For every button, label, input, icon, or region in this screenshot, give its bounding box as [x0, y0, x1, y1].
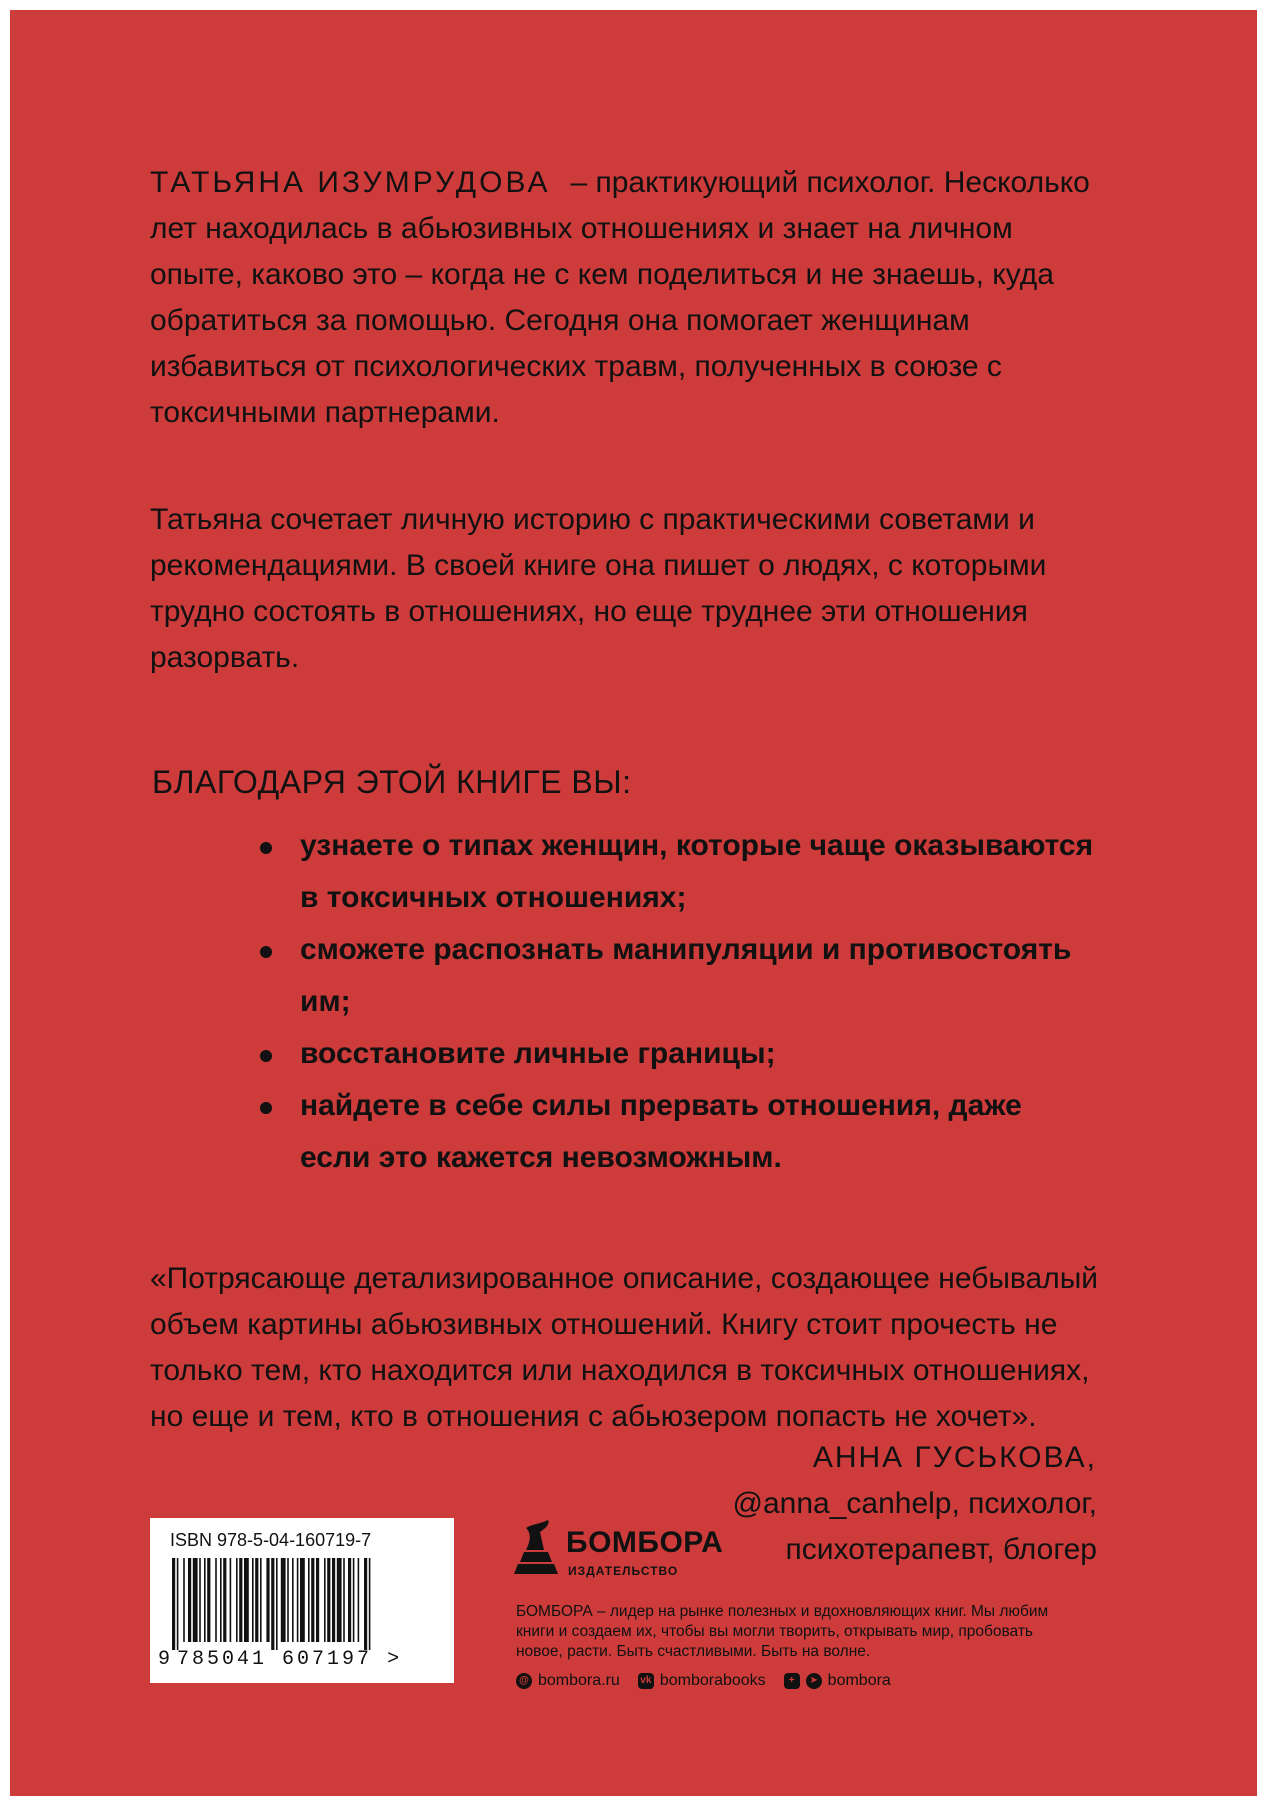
barcode-bar: [348, 1558, 351, 1642]
quote-author-roles: психотерапевт, блогер: [785, 1533, 1097, 1566]
barcode-bar: [327, 1558, 330, 1642]
barcode-arrow: >: [387, 1648, 403, 1671]
benefits-list: [300, 820, 1100, 1184]
barcode: [150, 1518, 454, 1683]
link-text: bombora: [827, 1672, 891, 1689]
barcode-bar: [353, 1558, 355, 1642]
barcode-bar: [204, 1558, 206, 1642]
barcode-bar: [266, 1558, 269, 1642]
barcode-bar: [324, 1558, 326, 1642]
barcode-bar: [220, 1558, 222, 1642]
review-quote: «Потрясающе детализированное описание, создающее небывалый объем картины абьюзивных отношений. Книгу стоит прочесть не только тем, кто находится или находился в токсичных отношениях, но еще и тем, кто в отношения с абьюзером попасть не хочет».: [150, 1262, 1099, 1433]
barcode-bar: [183, 1558, 185, 1642]
publisher-subtitle: ИЗДАТЕЛЬСТВО: [568, 1564, 679, 1578]
barcode-bar: [364, 1558, 367, 1650]
barcode-bar: [255, 1558, 258, 1642]
back-cover: [10, 10, 1257, 1796]
isbn-label: ISBN 978-5-04-160719-7: [170, 1530, 372, 1550]
barcode-bar: [271, 1558, 274, 1650]
barcode-bar: [260, 1558, 262, 1642]
barcode-bar: [236, 1558, 238, 1642]
barcode-bar: [281, 1558, 286, 1642]
barcode-bars: [168, 1558, 436, 1650]
quote-attribution: [733, 1435, 1097, 1573]
plus-icon: +: [784, 1673, 800, 1689]
barcode-digits: [158, 1648, 402, 1671]
barcode-bar: [287, 1558, 289, 1642]
barcode-bar: [207, 1558, 210, 1642]
barcode-bar: [343, 1558, 345, 1642]
barcode-bar: [311, 1558, 314, 1642]
benefit-item: найдете в себе силы прервать отношения, даже если это кажется невозможным.: [300, 1080, 1100, 1184]
barcode-bar: [369, 1558, 371, 1650]
publisher-link-web[interactable]: [516, 1672, 620, 1690]
benefits-heading: БЛАГОДАРЯ ЭТОЙ КНИГЕ ВЫ:: [152, 764, 632, 800]
author-name: ТАТЬЯНА ИЗУМРУДОВА: [150, 166, 551, 199]
barcode-first-digit: 9: [158, 1648, 174, 1671]
barcode-bar: [337, 1558, 342, 1642]
benefit-item: узнаете о типах женщин, которые чаще оказываются в токсичных отношениях;: [300, 820, 1100, 924]
publisher-links: [516, 1672, 891, 1690]
barcode-bar: [177, 1558, 179, 1650]
publisher-logo: [510, 1518, 724, 1584]
benefit-item: сможете распознать манипуляции и противостоять им;: [300, 924, 1100, 1028]
barcode-bar: [252, 1558, 254, 1642]
telegram-icon: ➤: [806, 1673, 822, 1689]
barcode-bar: [199, 1558, 201, 1642]
quote-author: АННА ГУСЬКОВА,: [812, 1441, 1097, 1474]
author-bio: [150, 160, 1090, 436]
barcode-bar: [223, 1558, 226, 1642]
barcode-bar: [358, 1558, 360, 1642]
publisher-about: БОМБОРА – лидер на рынке полезных и вдохновляющих книг. Мы любим книги и создаем их, чтобы вы могли творить, открывать мир, пробовать новое, расти. Быть счастливыми. Быть на волне.: [516, 1603, 1049, 1660]
publisher-link-vk[interactable]: [638, 1672, 766, 1690]
barcode-bar: [172, 1558, 175, 1650]
barcode-bar: [308, 1558, 310, 1642]
barcode-bar: [332, 1558, 335, 1642]
barcode-bar: [239, 1558, 242, 1642]
publisher-logo-icon: [510, 1518, 562, 1578]
barcode-bar: [193, 1558, 198, 1642]
barcode-bar: [188, 1558, 191, 1642]
book-description: Татьяна сочетает личную историю с практическими советами и рекомендациями. В своей книге она пишет о людях, с которыми трудно состоять в отношениях, но еще труднее эти отношения разорвать.: [150, 503, 1047, 674]
link-text: bombora.ru: [538, 1672, 620, 1689]
barcode-bar: [300, 1558, 305, 1642]
author-intro: – практикующий психолог. Несколько лет находилась в абьюзивных отношениях и знает на личном опыте, каково это – когда не с кем поделиться и не знаешь, куда обратиться за помощью. Сегодня она помогает женщинам избавиться от психологических травм, полученных в союзе с токсичными партнерами.: [150, 166, 1090, 429]
barcode-bar: [230, 1558, 232, 1642]
publisher-name: БОМБОРА: [566, 1526, 724, 1559]
quote-author-handle: @anna_canhelp, психолог,: [732, 1487, 1097, 1520]
barcode-bar: [215, 1558, 217, 1642]
barcode-bar: [316, 1558, 319, 1642]
barcode-bar: [276, 1558, 278, 1650]
web-icon: @: [516, 1673, 532, 1689]
vk-icon: vk: [638, 1673, 654, 1689]
barcode-number: 785041 607197: [177, 1648, 373, 1671]
publisher-link-telegram[interactable]: [784, 1672, 891, 1690]
benefit-item: восстановите личные границы;: [300, 1028, 1100, 1080]
barcode-bar: [292, 1558, 294, 1642]
link-text: bomborabooks: [659, 1672, 766, 1689]
barcode-bar: [244, 1558, 249, 1642]
barcode-bar: [297, 1558, 299, 1642]
